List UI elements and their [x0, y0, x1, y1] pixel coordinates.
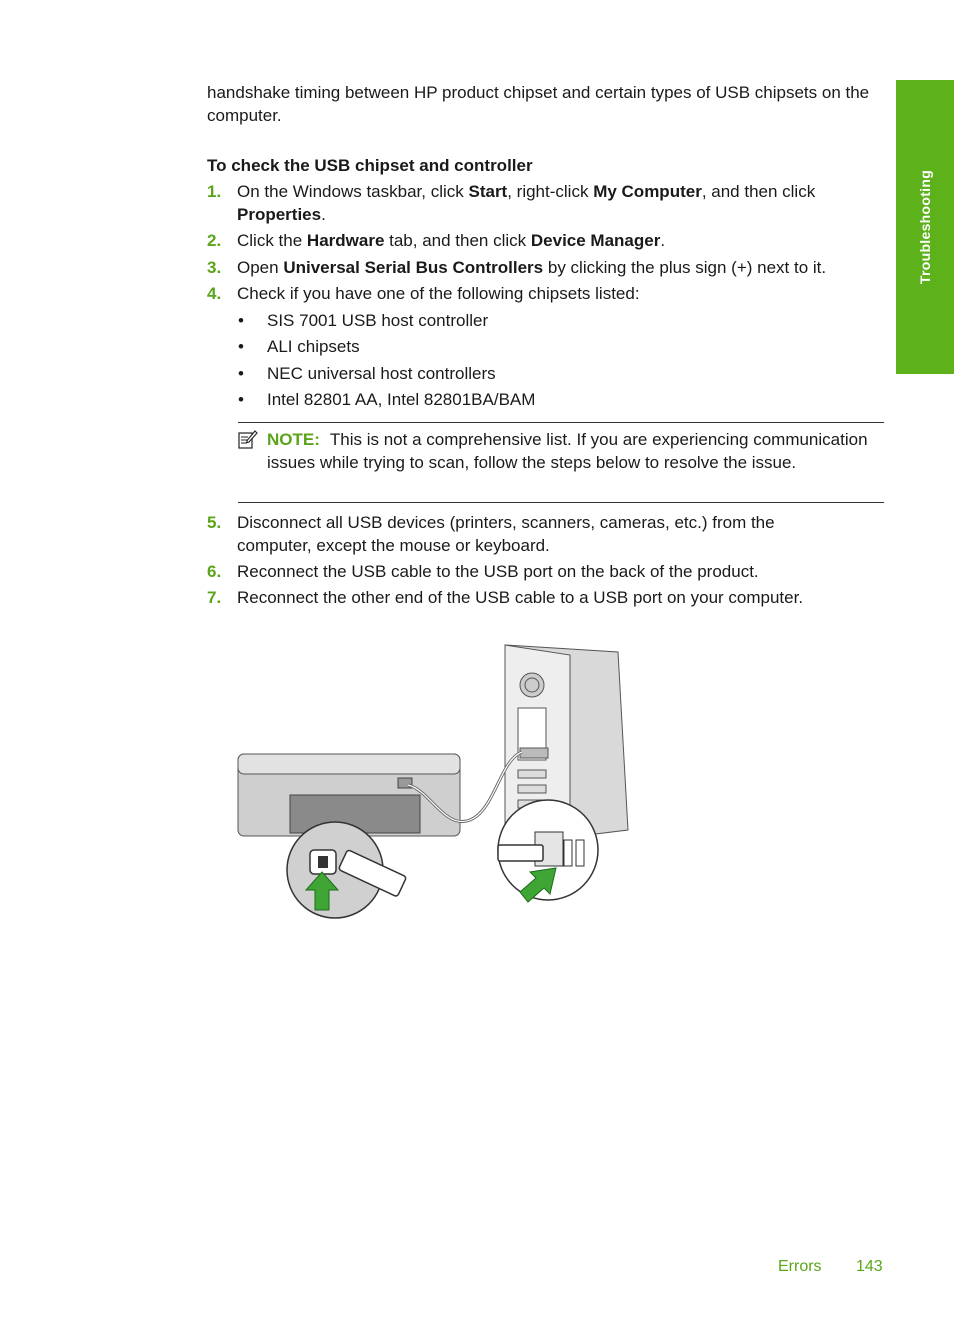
note-pencil-icon — [238, 430, 258, 450]
step-text: Check if you have one of the following chipsets listed: — [237, 284, 640, 303]
bullet-glyph: • — [238, 337, 244, 356]
step-number: 4. — [207, 284, 222, 303]
step-text: Reconnect the USB cable to the USB port on the back of the product. — [237, 562, 759, 581]
step-4 — [207, 282, 887, 305]
intro-paragraph: handshake timing between HP product chipset and certain types of USB chipsets on the computer. — [207, 83, 870, 125]
computer-port-zoom — [498, 800, 598, 902]
step-7 — [207, 586, 887, 609]
step-3 — [207, 256, 887, 279]
chipset-list-item: • SIS 7001 USB host controller — [238, 311, 489, 330]
note-bottom-rule — [238, 502, 884, 503]
note-box — [238, 428, 884, 474]
usb-connection-illustration — [230, 640, 640, 920]
footer-section: Errors — [778, 1258, 822, 1275]
step-6 — [207, 560, 887, 583]
bullet-glyph: • — [238, 311, 244, 330]
step-text: Reconnect the other end of the USB cable to a USB port on your computer. — [237, 588, 804, 607]
note-top-rule — [238, 422, 884, 423]
side-tab-label: Troubleshooting — [917, 169, 933, 285]
step-1 — [207, 180, 887, 226]
step-5 — [207, 511, 887, 557]
chipset-list-item: • ALI chipsets — [238, 337, 360, 356]
bullet-glyph: • — [238, 364, 244, 383]
step-number: 7. — [207, 588, 222, 607]
bullet-glyph: • — [238, 390, 244, 409]
footer-page-number: 143 — [856, 1258, 883, 1275]
step-number: 1. — [207, 182, 222, 201]
step-number: 3. — [207, 258, 222, 277]
section-heading: To check the USB chipset and controller — [207, 156, 533, 175]
step-text: Disconnect all USB devices (printers, scanners, cameras, etc.) from the computer, except the mouse or keyboard. — [237, 513, 775, 555]
step-text: Open Universal Serial Bus Controllers by clicking the plus sign (+) next to it. — [237, 258, 827, 277]
step-text: Click the Hardware tab, and then click Device Manager. — [237, 231, 666, 250]
note-label: NOTE: — [267, 430, 320, 449]
step-number: 5. — [207, 513, 222, 532]
step-text: On the Windows taskbar, click Start, right-click My Computer, and then click Properties. — [237, 182, 816, 224]
step-number: 6. — [207, 562, 222, 581]
chipset-list-item: • Intel 82801 AA, Intel 82801BA/BAM — [238, 390, 536, 409]
step-2 — [207, 229, 887, 252]
note-text: NOTE: This is not a comprehensive list. If you are experiencing communication issues while trying to scan, follow the steps below to resolve the issue. — [267, 430, 868, 472]
section-side-tab — [896, 80, 954, 374]
chipset-list-item: • NEC universal host controllers — [238, 364, 496, 383]
step-number: 2. — [207, 231, 222, 250]
